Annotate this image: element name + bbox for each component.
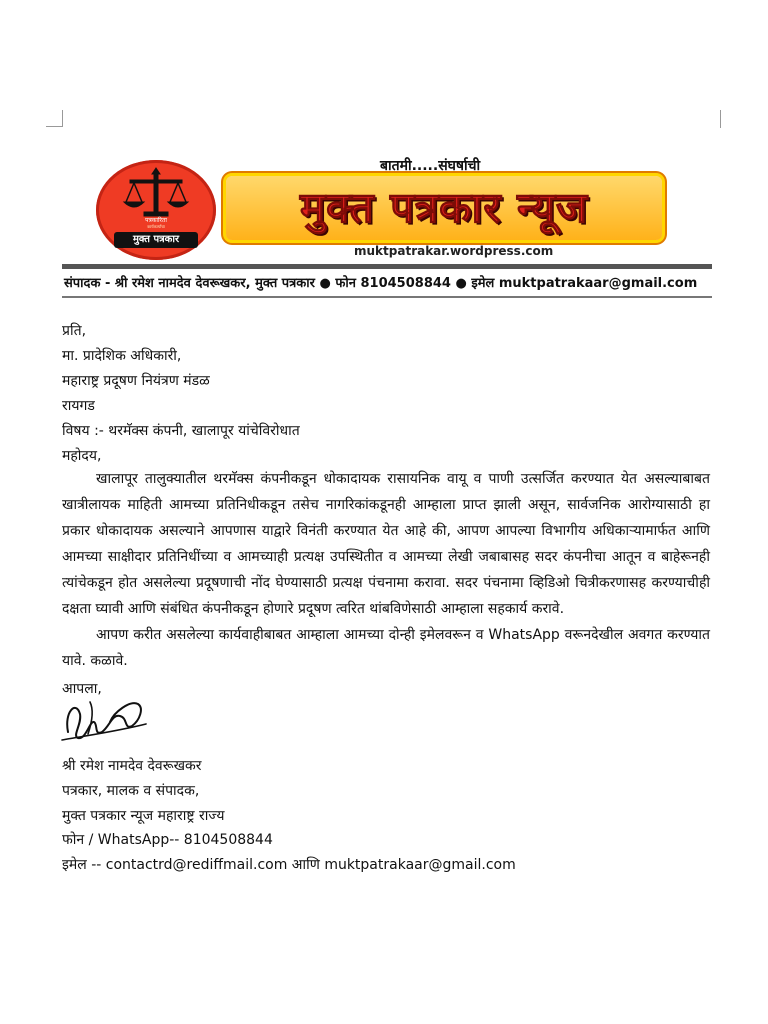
signatory-name: श्री रमेश नामदेव देवरूखकर: [62, 758, 202, 774]
salutation: महोदय,: [62, 448, 102, 464]
body-paragraph-1: खालापूर तालुक्यातील थरमॅक्स कंपनीकडून धोकादायक रासायनिक वायू व पाणी उत्सर्जित करण्यात येत असल्याबाबत खात्रीलायक माहिती आमच्या प्रतिनिधीकडून तसेच नागरिकांकडूनही आम्हाला प्राप्त झाली असून, सार्वजनिक आरोग्यासाठी हा प्रकार धोकादायक असल्याने आपणास याद्वारे विनंती करण्यात येत आहे की, आपण आपल्या विभागीय अधिकाऱ्यामार्फत आणि आमच्या साक्षीदार प्रतिनिधींच्या व आमच्याही प्रत्यक्ष उपस्थितीत व आमच्या लेखी जबाबासह सदर कंपनीचा आतून व बाहेरूनही त्यांचेकडून होत असलेल्या प्रदूषणाची नोंद घेण्यासाठी प्रत्यक्ष पंचनामा करावा. सदर पंचनामा व्हिडिओ चित्रीकरणासह करण्याचीही दक्षता घ्यावी आणि संबंधित कंपनीकडून होणारे प्रदूषण त्वरित थांबविणेसाठी आम्हाला सहकार्य करावे.: [62, 471, 710, 617]
logo-label: मुक्त पत्रकार: [114, 232, 198, 248]
signatory-phone: फोन / WhatsApp-- 8104508844: [62, 832, 273, 848]
editor-contact-line: संपादक - श्री रमेश नामदेव देवरूखकर, मुक्त पत्रकार ● फोन 8104508844 ● इमेल muktpatrakaar@gmail.com: [64, 276, 698, 291]
website-link[interactable]: muktpatrakar.wordpress.com: [354, 244, 554, 258]
signatory-email: इमेल -- contactrd@rediffmail.com आणि muktpatrakaar@gmail.com: [62, 857, 516, 873]
closing: आपला,: [62, 681, 102, 697]
recipient-line-2: मा. प्रादेशिक अधिकारी,: [62, 348, 182, 364]
subject-line: विषय :- थरमॅक्स कंपनी, खालापूर यांचेविरोधात: [62, 423, 300, 439]
header-rule: [62, 264, 712, 269]
scales-of-justice-logo: [96, 160, 216, 260]
recipient-line-1: प्रति,: [62, 323, 87, 339]
logo-caption-1: पत्रकारिता: [145, 217, 167, 224]
signatory-organization: मुक्त पत्रकार न्यूज महाराष्ट्र राज्य: [62, 808, 225, 824]
logo-caption-2: कार्यकर्त्यांचा: [147, 224, 165, 229]
handwritten-signature: [54, 692, 154, 748]
signatory-title: पत्रकार, मालक व संपादक,: [62, 783, 200, 799]
recipient-line-4: रायगड: [62, 398, 95, 414]
header-rule-thin: [62, 296, 712, 298]
crop-mark-top-right: [720, 110, 722, 128]
body-paragraph-2: आपण करीत असलेल्या कार्यवाहीबाबत आम्हाला आमच्या दोन्ही इमेलवरून व WhatsApp वरूनदेखील अवगत करण्यात यावे. कळावे.: [62, 627, 710, 669]
recipient-line-3: महाराष्ट्र प्रदूषण नियंत्रण मंडळ: [62, 373, 210, 389]
tagline: बातमी.....संघर्षाची: [380, 158, 481, 174]
crop-mark-top-left: [46, 110, 63, 127]
brand-name: मुक्त पत्रकार न्यूज: [226, 176, 662, 240]
